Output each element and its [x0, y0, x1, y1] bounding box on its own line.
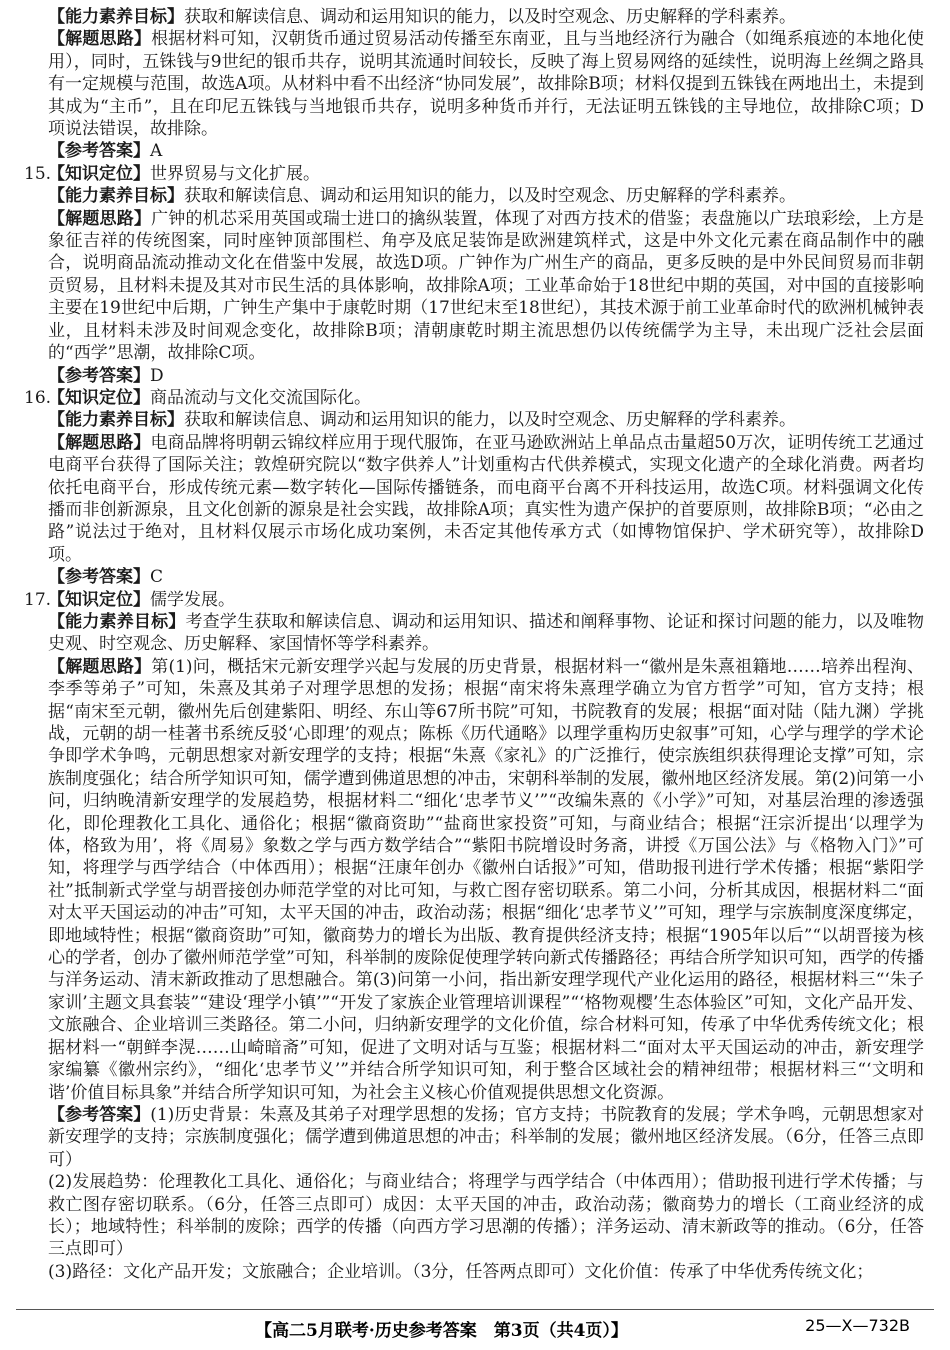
answer-text: A — [150, 141, 163, 162]
q17-answer-part2: (2)发展趋势：伦理教化工具化、通俗化；与商业结合；将理学与西学结合（中体西用）；借助报刊进行学术传播；与救亡图存密切联系。（6分，任答三点即可）成因：太平天国的冲击，政治动荡；徽商势力的增长（工商业经济的成长）；地域特性；科举制的废除；西学的传播（向西方学习思潮的传播）；洋务运动、清末新政等的推动。（6分，任答三点即可） — [48, 1172, 924, 1260]
page-footer — [0, 1313, 950, 1343]
answer-text: C — [150, 567, 164, 588]
knowledge-label: 【知识定位】 — [48, 589, 150, 610]
analysis-label: 【解题思路】 — [48, 432, 151, 453]
q14-answer — [48, 140, 924, 162]
knowledge-text: 商品流动与文化交流国际化。 — [150, 387, 371, 408]
q16-analysis — [48, 432, 924, 566]
analysis-label: 【解题思路】 — [48, 29, 152, 50]
q17-knowledge — [24, 589, 924, 611]
knowledge-label: 【知识定位】 — [48, 163, 150, 184]
analysis-text: 根据材料可知，汉朝货币通过贸易活动传播至东南亚，且与当地经济行为融合（如绳系痕迹的本地化使用），同时，五铢钱与9世纪的银币共存，说明其流通时间较长，反映了海上贸易网络的延续性，说明海上丝绸之路具有一定规模与范围，故选A项。从材料中看不出经济“协同发展”，故排除B项；材料仅提到五铢钱在两地出土，未提到其成为“主币”，且在印尼五铢钱与当地银币共存，说明多种货币并行，无法证明五铢钱的主导地位，故排除C项；D项说法错误，故排除。 — [48, 29, 925, 140]
q16-answer — [48, 566, 924, 588]
q15-knowledge — [24, 163, 924, 185]
q16-ability — [48, 409, 924, 431]
ability-text: 获取和解读信息、调动和运用知识的能力，以及时空观念、历史解释的学科素养。 — [184, 7, 796, 27]
footer-paper-code: 25—X—732B — [805, 1316, 910, 1335]
answer-text: (1)历史背景：朱熹及其弟子对理学思想的发扬；官方支持；书院教育的发展；学术争鸣，元朝思想家对新安理学的支持；宗族制度强化；儒学遭到佛道思想的冲击；科举制的发展；徽州地区经济发展。（6分，任答三点即可） — [48, 1104, 924, 1170]
q14-analysis — [48, 28, 924, 140]
answer-label: 【参考答案】 — [48, 365, 150, 386]
question-number: 17. — [24, 589, 52, 610]
knowledge-label: 【知识定位】 — [48, 387, 150, 408]
answer-content — [24, 6, 925, 1283]
answer-label: 【参考答案】 — [48, 141, 150, 162]
analysis-text: 广钟的机芯采用英国或瑞士进口的擒纵装置，体现了对西方技术的借鉴；表盘施以广珐琅彩绘，上方是象征吉祥的传统图案，同时座钟顶部围栏、角亭及底足装饰是欧洲建筑样式，这是中外文化元素在商品制作中的融合，说明商品流动推动文化在借鉴中发展，故选D项。广钟作为广州生产的商品，更多反映的是中外民间贸易而非朝贡贸易，且材料未提及其对市民生活的具体影响，故排除A项；工业革命始于18世纪中期的英国，对中国的直接影响主要在19世纪中后期，广钟生产集中于康乾时期（17世纪末至18世纪），其技术源于前工业革命时代的欧洲机械钟表业，且材料未涉及时间观念变化，故排除B项；清朝康乾时期主流思想仍以传统儒学为主导，未出现广泛社会层面的“西学”思潮，故排除C项。 — [48, 208, 925, 364]
analysis-label: 【解题思路】 — [48, 208, 152, 229]
ability-text: 考查学生获取和解读信息、调动和运用知识、描述和阐释事物、论证和探讨问题的能力，以及唯物史观、时空观念、历史解释、家国情怀等学科素养。 — [48, 611, 925, 655]
answer-label: 【参考答案】 — [48, 567, 150, 588]
q14-ability — [48, 6, 924, 28]
ability-label: 【能力素养目标】 — [48, 186, 184, 207]
footer-divider — [16, 1309, 934, 1310]
ability-text: 获取和解读信息、调动和运用知识的能力，以及时空观念、历史解释的学科素养。 — [184, 410, 796, 431]
q15-analysis — [48, 208, 924, 365]
q17-ability — [48, 611, 924, 656]
question-number: 15. — [24, 163, 52, 184]
analysis-label: 【解题思路】 — [48, 656, 152, 677]
knowledge-text: 世界贸易与文化扩展。 — [150, 163, 320, 184]
answer-label: 【参考答案】 — [48, 1104, 151, 1125]
ability-label: 【能力素养目标】 — [48, 7, 184, 27]
footer-page-info: 【高二5月联考·历史参考答案 第3页（共4页）】 — [255, 1321, 628, 1341]
q17-answer-part3: (3)路径：文化产品开发；文旅融合；企业培训。（3分，任答两点即可）文化价值：传承了中华优秀传统文化； — [48, 1261, 874, 1282]
q17-analysis — [48, 656, 924, 1104]
question-number: 16. — [24, 387, 52, 408]
ability-label: 【能力素养目标】 — [48, 611, 186, 632]
answer-text: D — [150, 365, 164, 386]
ability-text: 获取和解读信息、调动和运用知识的能力，以及时空观念、历史解释的学科素养。 — [184, 186, 796, 207]
q15-ability — [48, 185, 924, 207]
analysis-text: 电商品牌将明朝云锦纹样应用于现代服饰，在亚马逊欧洲站上单品点击量超50万次，证明传统工艺通过电商平台获得了国际关注；敦煌研究院以“数字供养人”计划重构古代供养模式，实现文化遗产的全球化消费。两者均依托电商平台，形成传统元素—数字转化—国际传播链条，而电商平台离不开科技运用，故选C项。材料强调文化传播而非创新源泉，且文化创新的源泉是社会实践，故排除A项；真实性为遗产保护的首要原则，故排除B项；“必由之路”说法过于绝对，且材料仅展示市场化成功案例，未否定其他传承方式（如博物馆保护、学术研究等），故排除D项。 — [48, 432, 924, 565]
q15-answer — [48, 365, 924, 387]
knowledge-text: 儒学发展。 — [150, 589, 235, 610]
q17-answer — [48, 1104, 924, 1171]
analysis-text: 第(1)问，概括宋元新安理学兴起与发展的历史背景，根据材料一“徽州是朱熹祖籍地……培养出程洵、李季等弟子”可知，朱熹及其弟子对理学思想的发扬；根据“南宋将朱熹理学确立为官方哲学”可知，官方支持；根据“南宋至元朝，徽州先后创建紫阳、明经、东山等67所书院”可知，书院教育的发展；根据“面对陆（陆九渊）学挑战，元朝的胡一桂著书系统反驳‘心即理’的观点；陈栎《历代通略》以理学重构历史叙事”可知，心学与理学的学术论争即学术争鸣，元朝思想家对新安理学的支持；根据“朱熹《家礼》的广泛推行，使宗族组织获得理论支撑”可知，宗族制度强化；结合所学知识可知，儒学遭到佛道思想的冲击，宋朝科举制的发展，徽州地区经济发展。第(2)问第一小问，归纳晚清新安理学的发展趋势，根据材料二“细化‘忠孝节义’”“改编朱熹的《小学》”可知，对基层治理的渗透强化，即伦理教化工具化、通俗化；根据“徽商资助”“盐商世家投资”可知，与商业结合；根据“汪宗沂提出‘以理学为体，格致为用’，将《周易》象数之学与西方数学结合”“紫阳书院增设时务斋，讲授《万国公法》与《格物入门》”可知，将理学与西学结合（中体西用）；根据“汪康年创办《徽州白话报》”可知，借助报刊进行学术传播；根据“紫阳学社”抵制新式学堂与胡晋接创办师范学堂的对比可知，与救亡图存密切联系。第二小问，分析其成因，根据材料二“面对太平天国运动的冲击”可知，太平天国的冲击，政治动荡；根据“细化‘忠孝节义’”可知，理学与宗族制度深度绑定，即地域特性；根据“徽商资助”可知，徽商势力的增长为出版、教育提供经济支持；根据“1905年以后”“以胡晋接为核心的学者，创办了徽州师范学堂”可知，科举制的废除促使理学转向新式传播路径；再结合所学知识可知，西学的传播与洋务运动、清末新政推动了思想融合。第(3)问第一小问，指出新安理学现代产业化运用的路径，根据材料三“‘朱子家训’主题文具套装”“建设‘理学小镇’”“开发了家族企业管理培训课程”“‘格物观樱’生态体验区”可知，文化产品开发、文旅融合、企业培训三类路径。第二小问，归纳新安理学的文化价值，综合材料可知，传承了中华优秀传统文化；根据材料一“朝鲜李滉……山崎暗斋”可知，促进了文明对话与互鉴；根据材料二“面对太平天国运动的冲击，新安理学家编纂《徽州宗约》，“细化‘忠孝节义’”并结合所学知识可知，利于整合区域社会的精神纽带；根据材料三“‘文明和谐’价值目标具象”并结合所学知识可知，为社会主义核心价值观提供思想文化资源。 — [48, 656, 925, 1103]
ability-label: 【能力素养目标】 — [48, 410, 184, 431]
q16-knowledge — [24, 387, 924, 409]
